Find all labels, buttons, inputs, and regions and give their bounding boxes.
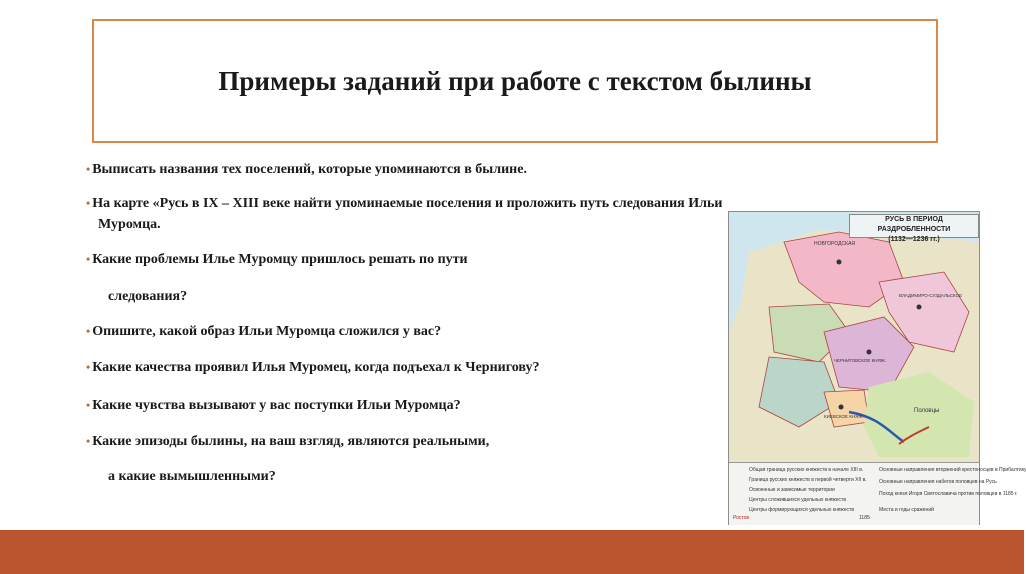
legend-item: Освоенные и зависимые территории xyxy=(749,487,835,493)
map-title-line2: (1132—1236 гг.) xyxy=(888,236,940,243)
bullet-text: Какие качества проявил Илья Муромец, когда подъехал к Чернигову? xyxy=(92,360,540,375)
label-kiev: КИЕВСКОЕ КНЯЖ. xyxy=(824,414,864,419)
bullet-text: Выписать названия тех поселений, которые упоминаются в былине. xyxy=(92,162,527,177)
label-chernigov: ЧЕРНИГОВСКОЕ КНЯЖ. xyxy=(834,358,887,363)
bullet-item-3-cont xyxy=(86,288,187,306)
bullet-text: Опишите, какой образ Ильи Муромца сложился у вас? xyxy=(92,324,442,339)
map-legend xyxy=(729,462,1026,525)
legend-item: Центры формирующихся удельных княжеств xyxy=(749,507,854,513)
bullet-item-4 xyxy=(86,322,441,341)
bullet-marker: • xyxy=(86,162,91,176)
map-title xyxy=(849,214,979,243)
bullet-text: а какие вымышленными? xyxy=(108,469,276,484)
legend-item: Основные направления вторжений крестоносцев в Прибалтику xyxy=(879,467,1026,473)
bullet-marker: • xyxy=(86,252,91,266)
bullet-item-7-cont xyxy=(86,468,276,486)
bullet-item-3 xyxy=(86,250,468,269)
legend-item: Граница русских княжеств в первой четверти XII в. xyxy=(749,477,867,483)
bullet-item-2 xyxy=(86,194,722,213)
map-drawing xyxy=(729,212,979,462)
bullet-item-5 xyxy=(86,358,539,377)
city-marker xyxy=(839,405,844,410)
label-vladimir: ВЛАДИМИРО-СУЗДАЛЬСКОЕ xyxy=(899,293,963,298)
bullet-marker: • xyxy=(86,324,91,338)
legend-item: Основные направления набегов половцев на Русь xyxy=(879,479,997,485)
bullet-text: На карте «Русь в IX – XIII веке найти упоминаемые поселения и проложить путь следования Ильи xyxy=(92,196,723,211)
bullet-item-7 xyxy=(86,432,489,451)
bullet-text: Какие проблемы Илье Муромцу пришлось решать по пути xyxy=(92,252,468,267)
legend-item: Общая граница русских княжеств в начале XIII в. xyxy=(749,467,864,473)
bottom-bar xyxy=(0,530,1024,574)
legend-year: 1185 xyxy=(859,515,870,521)
legend-item: Центры сложившихся удельных княжеств xyxy=(749,497,846,503)
legend-item: Места и годы сражений xyxy=(879,507,934,513)
map-title-line1: РУСЬ В ПЕРИОД РАЗДРОБЛЕННОСТИ xyxy=(877,216,951,233)
label-polovtsy: Половцы xyxy=(914,408,940,414)
historical-map xyxy=(728,211,1026,525)
bullet-text: Какие эпизоды былины, на ваш взгляд, являются реальными, xyxy=(92,434,490,449)
slide-title: Примеры заданий при работе с текстом былины xyxy=(218,65,812,96)
label-novgorod: НОВГОРОДСКАЯ xyxy=(814,241,856,247)
bullet-text: следования? xyxy=(108,289,188,304)
title-box xyxy=(92,19,938,143)
legend-rostov: Ростов xyxy=(733,515,750,521)
city-marker xyxy=(837,260,842,265)
legend-item: Поход князя Игоря Святославича против половцев в 1185 г. xyxy=(879,491,1018,497)
bullet-marker: • xyxy=(86,434,91,448)
bullet-marker: • xyxy=(86,196,91,210)
bullet-text: Какие чувства вызывают у вас поступки Ильи Муромца? xyxy=(92,398,461,413)
bullet-item-6 xyxy=(86,396,461,415)
bullet-text: Муромца. xyxy=(98,217,161,232)
bullet-marker: • xyxy=(86,398,91,412)
city-marker xyxy=(917,305,922,310)
city-marker xyxy=(867,350,872,355)
bullet-item-1 xyxy=(86,160,527,179)
bullet-item-2-cont xyxy=(86,216,161,234)
bullet-marker: • xyxy=(86,360,91,374)
